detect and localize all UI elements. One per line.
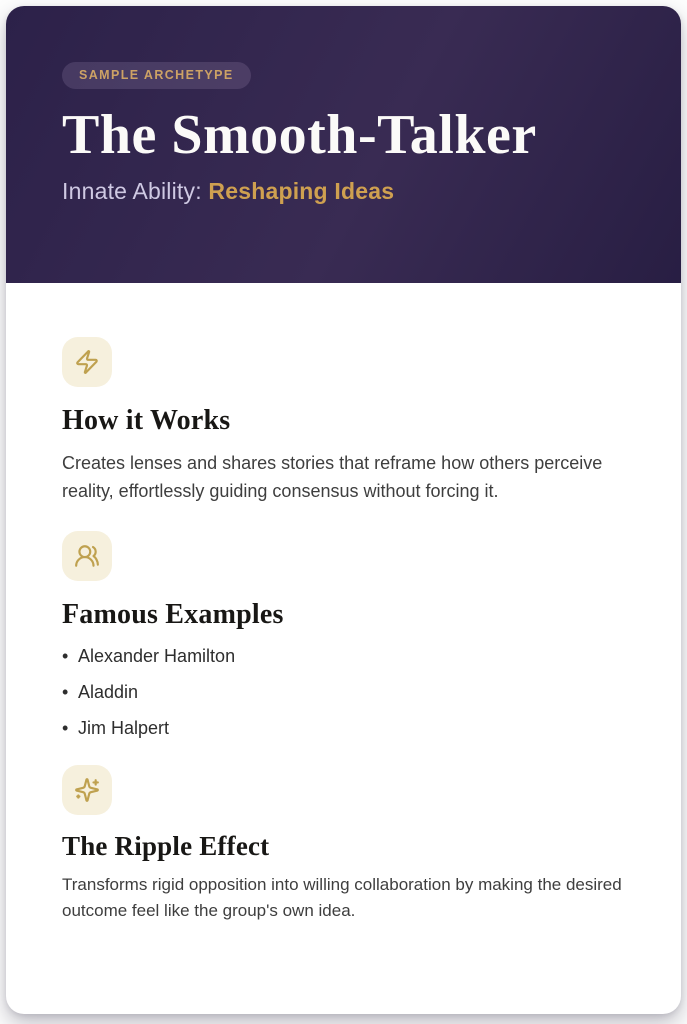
users-icon	[62, 531, 112, 581]
card-header	[6, 6, 681, 283]
ripple-effect-text: Transforms rigid opposition into willing collaboration by making the desired outcome feel like the group's own idea.	[62, 875, 622, 920]
how-it-works-heading: How it Works	[62, 405, 231, 436]
list-item: • Aladdin	[62, 681, 625, 703]
section-how-it-works	[62, 337, 625, 505]
famous-examples-list	[62, 645, 625, 739]
section-ripple-effect	[62, 765, 625, 924]
innate-ability-line	[62, 178, 625, 205]
innate-ability-label: Innate Ability:	[62, 178, 202, 205]
section-famous-examples	[62, 531, 625, 739]
ripple-effect-heading: The Ripple Effect	[62, 831, 270, 861]
innate-ability-value: Reshaping Ideas	[208, 178, 395, 205]
famous-examples-heading: Famous Examples	[62, 599, 284, 630]
archetype-card	[6, 6, 681, 1014]
list-item: • Jim Halpert	[62, 717, 625, 739]
card-body	[6, 283, 681, 924]
sparkles-icon	[62, 765, 112, 815]
how-it-works-text: Creates lenses and shares stories that reframe how others perceive reality, effortlessly guiding consensus without forcing it.	[62, 453, 603, 501]
sample-archetype-badge: SAMPLE ARCHETYPE	[62, 62, 251, 89]
list-item: • Alexander Hamilton	[62, 645, 625, 667]
zap-icon	[62, 337, 112, 387]
page-title: The Smooth-Talker	[62, 103, 537, 166]
